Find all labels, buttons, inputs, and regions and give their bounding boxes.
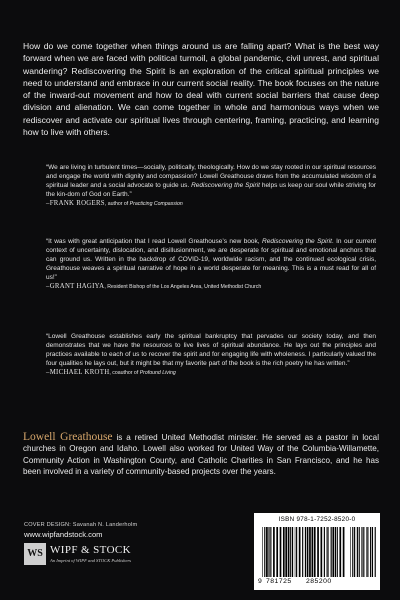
- barcode-bar: [264, 527, 265, 577]
- barcode-bar: [324, 527, 325, 577]
- endorser-name: –FRANK ROGERS: [46, 200, 105, 208]
- barcode-bar: [312, 527, 314, 577]
- publisher-name: WIPF & STOCK: [50, 544, 131, 556]
- endorsement: [46, 332, 376, 378]
- publisher-logo-icon: WS: [24, 543, 46, 565]
- barcode-bar: [280, 527, 282, 577]
- endorser-name: –GRANT HAGIYA: [46, 283, 105, 291]
- barcode-bar: [307, 527, 309, 577]
- endorsement-attribution: [46, 199, 376, 209]
- barcode-left-digits: 781725: [266, 578, 292, 585]
- endorsement-attribution: [46, 282, 376, 292]
- endorsement-book-title: Rediscovering the Spirit: [262, 238, 332, 245]
- barcode-bar: [321, 527, 323, 577]
- barcode-bar: [262, 527, 263, 577]
- barcode-bar: [317, 527, 319, 577]
- barcode-right-digits: 285200: [306, 578, 332, 585]
- isbn-barcode: [254, 513, 380, 590]
- author-bio: [23, 432, 379, 477]
- barcode-bar: [268, 527, 269, 577]
- barcode-bar: [309, 527, 311, 577]
- barcode-bar: [327, 527, 328, 577]
- barcode-bar: [299, 527, 301, 577]
- barcode-bar: [343, 527, 345, 577]
- barcode-bar: [331, 527, 332, 577]
- endorsement-book-title: Rediscovering the Spirit: [191, 182, 260, 190]
- barcode-bar: [305, 527, 306, 577]
- endorsement-text: helps us keep our soul while striving for the kin-dom of God on Earth.”: [46, 182, 376, 199]
- author-name: Lowell Greathouse: [23, 431, 113, 443]
- barcode-bar: [366, 527, 367, 577]
- barcode-bar: [285, 527, 287, 577]
- barcode-bar: [352, 527, 353, 577]
- endorser-title: , author of Practicing Compassion: [104, 201, 183, 208]
- barcode-bar: [332, 527, 334, 577]
- barcode-bar: [292, 527, 293, 577]
- barcode-bar: [350, 527, 351, 577]
- barcode-main-icon: [262, 527, 346, 577]
- barcode-bar: [302, 527, 303, 577]
- barcode-bar: [314, 527, 316, 577]
- isbn-label: ISBN 978-1-7252-8520-0: [278, 516, 356, 523]
- barcode-bar: [370, 527, 371, 577]
- publisher-url: www.wipfandstock.com: [24, 530, 103, 539]
- barcode-bar: [367, 527, 368, 577]
- endorsement-text: “We are living in turbulent times—socially, politically, theologically. How do we stay rooted in our spiritual resources and engage the world with dignity and compassion? Lowell Greathouse draws from the accumulated wisdom of a spiritual leader and a social advocate to guide us.: [46, 164, 376, 190]
- barcode-price-icon: [350, 527, 376, 577]
- publisher-block: [24, 543, 194, 569]
- barcode-bar: [270, 527, 271, 577]
- endorsement-attribution: [46, 368, 376, 378]
- barcode-bar: [372, 527, 373, 577]
- barcode-bar: [363, 527, 364, 577]
- barcode-bar: [354, 527, 355, 577]
- barcode-bar: [357, 527, 358, 577]
- cover-design-credit: COVER DESIGN: Savanah N. Landerholm: [24, 522, 138, 528]
- barcode-bar: [295, 527, 296, 577]
- endorser-title: , coauthor of Profound Living: [109, 370, 176, 377]
- barcode-bar: [273, 527, 275, 577]
- bio-text: is a retired United Methodist minister. He served as a pastor in local churches in Oregon and Idaho. Lowell also worked for United Way of the Columbia-Willamette, Community Action in Washington County, and Catholic Charities in San Francisco, and he has been involved in a variety of community-based projects over the years.: [23, 433, 379, 476]
- barcode-bar: [375, 527, 376, 577]
- barcode-lead-digit: 9: [258, 578, 263, 585]
- barcode-bar: [335, 527, 336, 577]
- book-blurb: [23, 40, 379, 138]
- barcode-bar: [288, 527, 290, 577]
- barcode-bar: [296, 527, 297, 577]
- barcode-bar: [339, 527, 341, 577]
- barcode-bar: [337, 527, 338, 577]
- barcode-bar: [266, 527, 268, 577]
- endorsement: [46, 237, 376, 292]
- endorsement-text: “It was with great anticipation that I read Lowell Greathouse’s new book,: [46, 238, 263, 245]
- endorsement: [46, 163, 376, 209]
- barcode-bar: [276, 527, 278, 577]
- publisher-imprint: An Imprint of WIPF and STOCK Publishers: [50, 558, 132, 563]
- barcode-bar: [290, 527, 291, 577]
- barcode-bar: [283, 527, 285, 577]
- endorsement-text: “Lowell Greathouse establishes early the spiritual bankruptcy that pervades our society today, and then demonstrates that we have the resources to live lives of spiritual abundance. He lays out the principles and practices available to each of us to recover the spirit and for engaging life with wholeness. I particularly valued the four qualities he lays out, but it might be that my favorite part of the book is the rich poetry he has written.”: [46, 333, 376, 368]
- barcode-bar: [359, 527, 360, 577]
- barcode-bar: [328, 527, 329, 577]
- endorser-title: , Resident Bishop of the Los Angeles Area, United Methodist Church: [104, 284, 262, 291]
- blurb-text: How do we come together when things around us are falling apart? What is the best way forward when we are faced with political turmoil, a global pandemic, civil unrest, and spiritual wandering? Rediscovering the Spirit is an exploration of the critical spiritual principles we need to understand and embrace in our current social reality. The book focuses on the nature of the inward-out movement and how to deal with current social barriers that cause deep division and alienation. We can come together in whole and harmonious ways when we rediscover and activate our spiritual lives through centering, framing, practicing, and learning how to live with others.: [23, 41, 379, 138]
- barcode-bar: [361, 527, 362, 577]
- endorser-name: –MICHAEL KROTH: [46, 369, 110, 377]
- endorsement-text: . In our current context of uncertainty, dislocation, and disillusionment, we are desperate for spiritual and emotional anchors that can ground us. Written in the backdrop of COVID-19, worldwide racism, and the continued ecological crisis, Greathouse weaves a spiritual narrative of hope in a world desperate for meaning. This is a must read for all of us!”: [46, 238, 377, 282]
